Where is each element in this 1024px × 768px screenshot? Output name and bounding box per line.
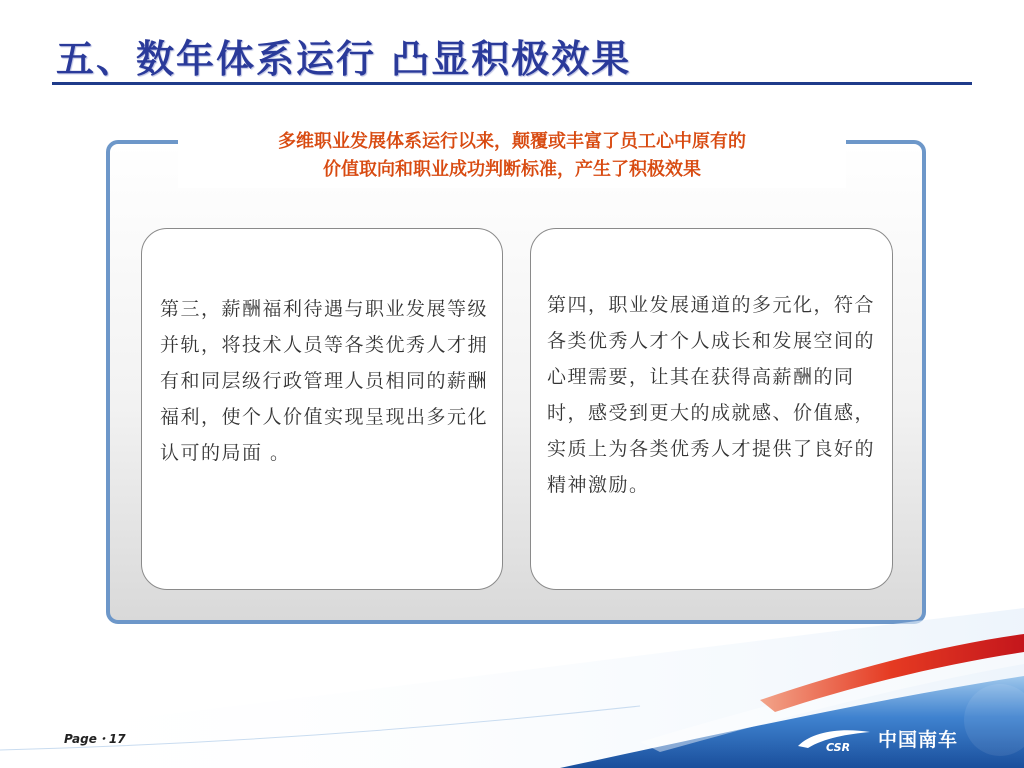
slide-title: 五、数年体系运行 凸显积极效果 [56, 37, 632, 81]
point-three-text: 第三，薪酬福利待遇与职业发展等级并轨，将技术人员等各类优秀人才拥有和同层级行政管理人员相同的薪酬福利，使个人价值实现呈现出多元化认可的局面 。 [160, 298, 489, 464]
callout-line-2: 价值取向和职业成功判断标准，产生了积极效果 [323, 159, 701, 180]
point-four-text: 第四，职业发展通道的多元化，符合各类优秀人才个人成长和发展空间的心理需要，让其在获得高薪酬的同时，感受到更大的成就感、价值感，实质上为各类优秀人才提供了良好的精神激励。 [547, 294, 876, 496]
callout-line-1: 多维职业发展体系运行以来，颠覆或丰富了员工心中原有的 [278, 131, 746, 152]
brand-name: 中国南车 [878, 729, 959, 751]
csr-logo-icon [796, 726, 872, 754]
page-number: Page・17 [64, 732, 126, 746]
csr-logo-letters: CSR [826, 741, 851, 754]
